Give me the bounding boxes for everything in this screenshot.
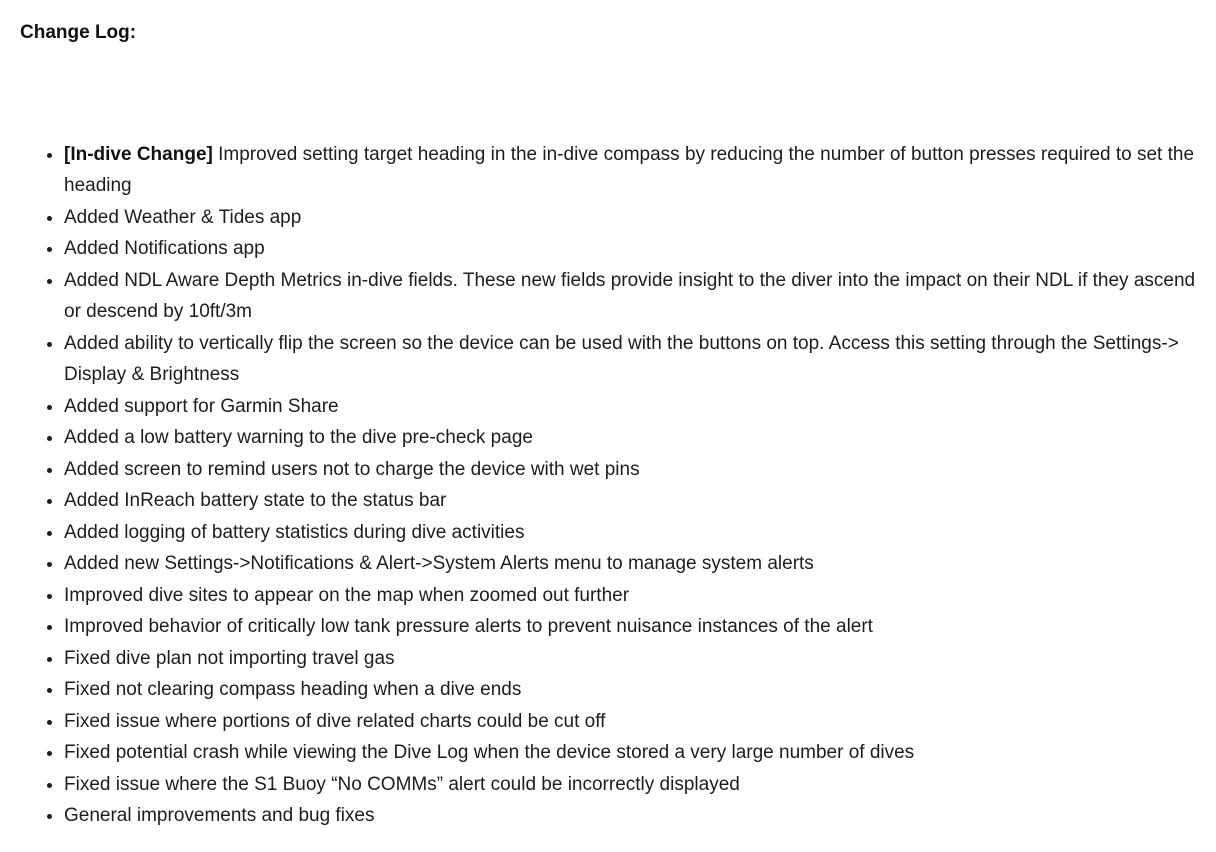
list-item — [64, 233, 1196, 265]
list-item — [64, 611, 1196, 643]
list-item-text: Added logging of battery statistics during dive activities — [64, 521, 525, 543]
list-item-text: Fixed issue where the S1 Buoy “No COMMs” alert could be incorrectly displayed — [64, 773, 740, 795]
list-item-text: Added NDL Aware Depth Metrics in-dive fields. These new fields provide insight to the diver into the impact on their NDL if they ascend or descend by 10ft/3m — [64, 269, 1196, 323]
list-item-text: Improved dive sites to appear on the map when zoomed out further — [64, 584, 630, 606]
list-item — [64, 139, 1196, 202]
list-item — [64, 391, 1196, 423]
list-item-text: Added a low battery warning to the dive pre-check page — [64, 427, 533, 449]
list-item-text: Fixed potential crash while viewing the Dive Log when the device stored a very large number of dives — [64, 742, 915, 764]
list-item — [64, 454, 1196, 486]
list-item — [64, 769, 1196, 801]
list-item — [64, 706, 1196, 738]
list-item — [64, 265, 1196, 328]
list-item — [64, 328, 1196, 391]
list-item — [64, 737, 1196, 769]
list-item-bold-label: [In-dive Change] — [64, 143, 213, 165]
list-item-text: Added screen to remind users not to charge the device with wet pins — [64, 458, 640, 480]
list-item-text: Added ability to vertically flip the screen so the device can be used with the buttons on top. Access this setting through the Settings-> Display & Brightness — [64, 332, 1179, 386]
list-item-text: Added Notifications app — [64, 238, 265, 260]
list-item — [64, 674, 1196, 706]
list-item-text: Improved setting target heading in the in-dive compass by reducing the number of button presses required to set the heading — [64, 143, 1195, 197]
list-item-text: Fixed dive plan not importing travel gas — [64, 647, 395, 669]
list-item — [64, 485, 1196, 517]
list-item — [64, 580, 1196, 612]
list-item-text: General improvements and bug fixes — [64, 805, 375, 827]
list-item-text: Added Weather & Tides app — [64, 206, 302, 228]
list-item-text: Fixed not clearing compass heading when a dive ends — [64, 679, 522, 701]
list-item — [64, 202, 1196, 234]
list-item-text: Fixed issue where portions of dive related charts could be cut off — [64, 710, 606, 732]
list-item — [64, 548, 1196, 580]
changelog-list — [20, 139, 1196, 832]
list-item — [64, 643, 1196, 675]
list-item — [64, 800, 1196, 832]
list-item — [64, 422, 1196, 454]
list-item-text: Added InReach battery state to the status bar — [64, 490, 447, 512]
list-item-text: Added support for Garmin Share — [64, 395, 339, 417]
page-title: Change Log: — [20, 22, 137, 43]
list-item — [64, 517, 1196, 549]
list-item-text: Added new Settings->Notifications & Alert->System Alerts menu to manage system alerts — [64, 553, 814, 575]
list-item-text: Improved behavior of critically low tank pressure alerts to prevent nuisance instances of the alert — [64, 616, 873, 638]
